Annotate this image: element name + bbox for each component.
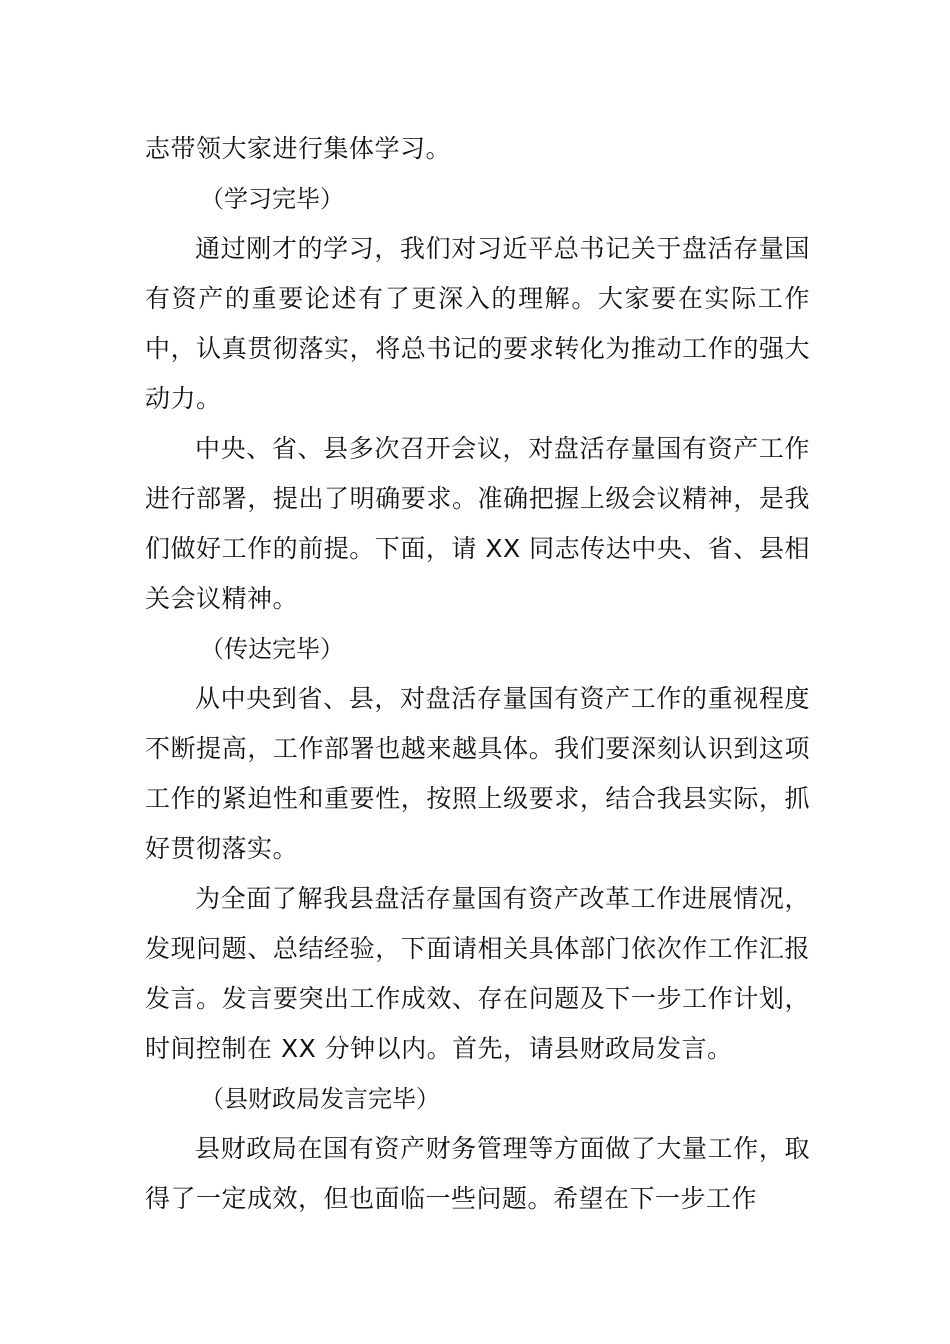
- stage-note-study-complete: （学习完毕）: [200, 185, 344, 213]
- paragraph-study-summary: 通过刚才的学习，我们对习近平总书记关于盘活存量国有资产的重要论述有了更深入的理解。大家要在实际工作中，认真贯彻落实，将总书记的要求转化为推动工作的强大动力。: [145, 234, 810, 413]
- document-body: [145, 124, 810, 1224]
- paragraph-implementation: 从中央到省、县，对盘活存量国有资产工作的重视程度不断提高，工作部署也越来越具体。我们要深刻认识到这项工作的紧迫性和重要性，按照上级要求，结合我县实际，抓好贯彻落实。: [145, 684, 810, 863]
- stage-note-relay-complete: （传达完毕）: [200, 635, 344, 663]
- paragraph-continuation: 志带领大家进行集体学习。: [145, 134, 452, 163]
- paragraph-department-reports: 为全面了解我县盘活存量国有资产改革工作进展情况，发现问题、总结经验，下面请相关具体部门依次作工作汇报发言。发言要突出工作成效、存在问题及下一步工作计划，时间控制在 XX 分钟以内。首先，请县财政局发言。: [145, 884, 810, 1063]
- paragraph-meeting-spirit: 中央、省、县多次召开会议，对盘活存量国有资产工作进行部署，提出了明确要求。准确把握上级会议精神，是我们做好工作的前提。下面，请 XX 同志传达中央、省、县相关会议精神。: [145, 434, 810, 613]
- stage-note-finance-bureau-complete: （县财政局发言完毕）: [200, 1085, 440, 1113]
- paragraph-finance-bureau-comment: 县财政局在国有资产财务管理等方面做了大量工作，取得了一定成效，但也面临一些问题。希望在下一步工作: [145, 1134, 810, 1213]
